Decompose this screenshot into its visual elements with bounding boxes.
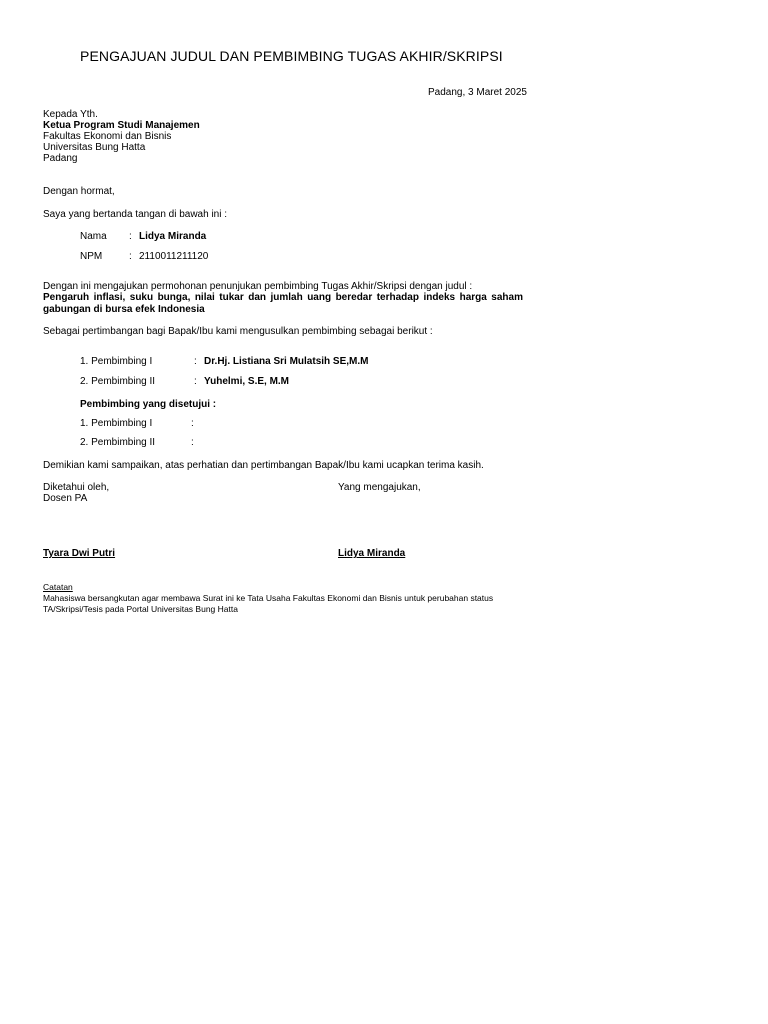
signature-right-name: Lidya Miranda: [338, 548, 406, 559]
approved-colon-1: :: [191, 418, 194, 429]
document-title: PENGAJUAN JUDUL DAN PEMBIMBING TUGAS AKHIR/SKRIPSI: [80, 48, 503, 64]
signature-right-line1: Yang mengajukan,: [338, 482, 421, 493]
proposed-colon-2: :: [194, 376, 197, 387]
recipient-faculty: Fakultas Ekonomi dan Bisnis: [43, 131, 172, 142]
note-heading: Catatan: [43, 582, 73, 592]
recipient-city: Padang: [43, 153, 78, 164]
name-colon: :: [129, 231, 132, 242]
npm-label: NPM: [80, 251, 103, 262]
npm-value: 2110011211120: [139, 251, 209, 262]
signature-left-line1: Diketahui oleh,: [43, 482, 110, 493]
closing-text: Demikian kami sampaikan, atas perhatian dan pertimbangan Bapak/Ibu kami ucapkan terima kasih.: [43, 460, 484, 471]
intro-text: Saya yang bertanda tangan di bawah ini :: [43, 209, 228, 220]
proposed-value-1: Dr.Hj. Listiana Sri Mulatsih SE,M.M: [204, 356, 369, 367]
npm-colon: :: [129, 251, 132, 262]
proposed-label-1: 1. Pembimbing I: [80, 356, 153, 367]
request-text: Dengan ini mengajukan permohonan penunjukan pembimbing Tugas Akhir/Skripsi dengan judul :: [43, 281, 473, 292]
salutation: Dengan hormat,: [43, 186, 115, 197]
consideration-text: Sebagai pertimbangan bagi Bapak/Ibu kami mengusulkan pembimbing sebagai berikut :: [43, 326, 433, 337]
recipient-university: Universitas Bung Hatta: [43, 142, 146, 153]
recipient-greeting: Kepada Yth.: [43, 109, 98, 120]
approved-colon-2: :: [191, 437, 194, 448]
name-label: Nama: [80, 231, 107, 242]
signature-left-name: Tyara Dwi Putri: [43, 548, 116, 559]
proposed-colon-1: :: [194, 356, 197, 367]
place-date: Padang, 3 Maret 2025: [428, 87, 527, 98]
note-text: Mahasiswa bersangkutan agar membawa Surat ini ke Tata Usaha Fakultas Ekonomi dan Bisnis untuk perubahan status TA/Skripsi/Tesis pada Portal Universitas Bung Hatta: [43, 593, 494, 614]
approved-label-2: 2. Pembimbing II: [80, 437, 156, 448]
approved-heading: Pembimbing yang disetujui :: [80, 399, 217, 410]
proposed-label-2: 2. Pembimbing II: [80, 376, 156, 387]
proposed-value-2: Yuhelmi, S.E, M.M: [204, 376, 290, 387]
recipient-position: Ketua Program Studi Manajemen: [43, 120, 200, 131]
signature-left-line2: Dosen PA: [43, 493, 88, 504]
approved-label-1: 1. Pembimbing I: [80, 418, 153, 429]
name-value: Lidya Miranda: [139, 231, 207, 242]
thesis-title: Pengaruh inflasi, suku bunga, nilai tukar dan jumlah uang beredar terhadap indeks harga saham gabungan di bursa efek Indonesia: [43, 292, 523, 315]
